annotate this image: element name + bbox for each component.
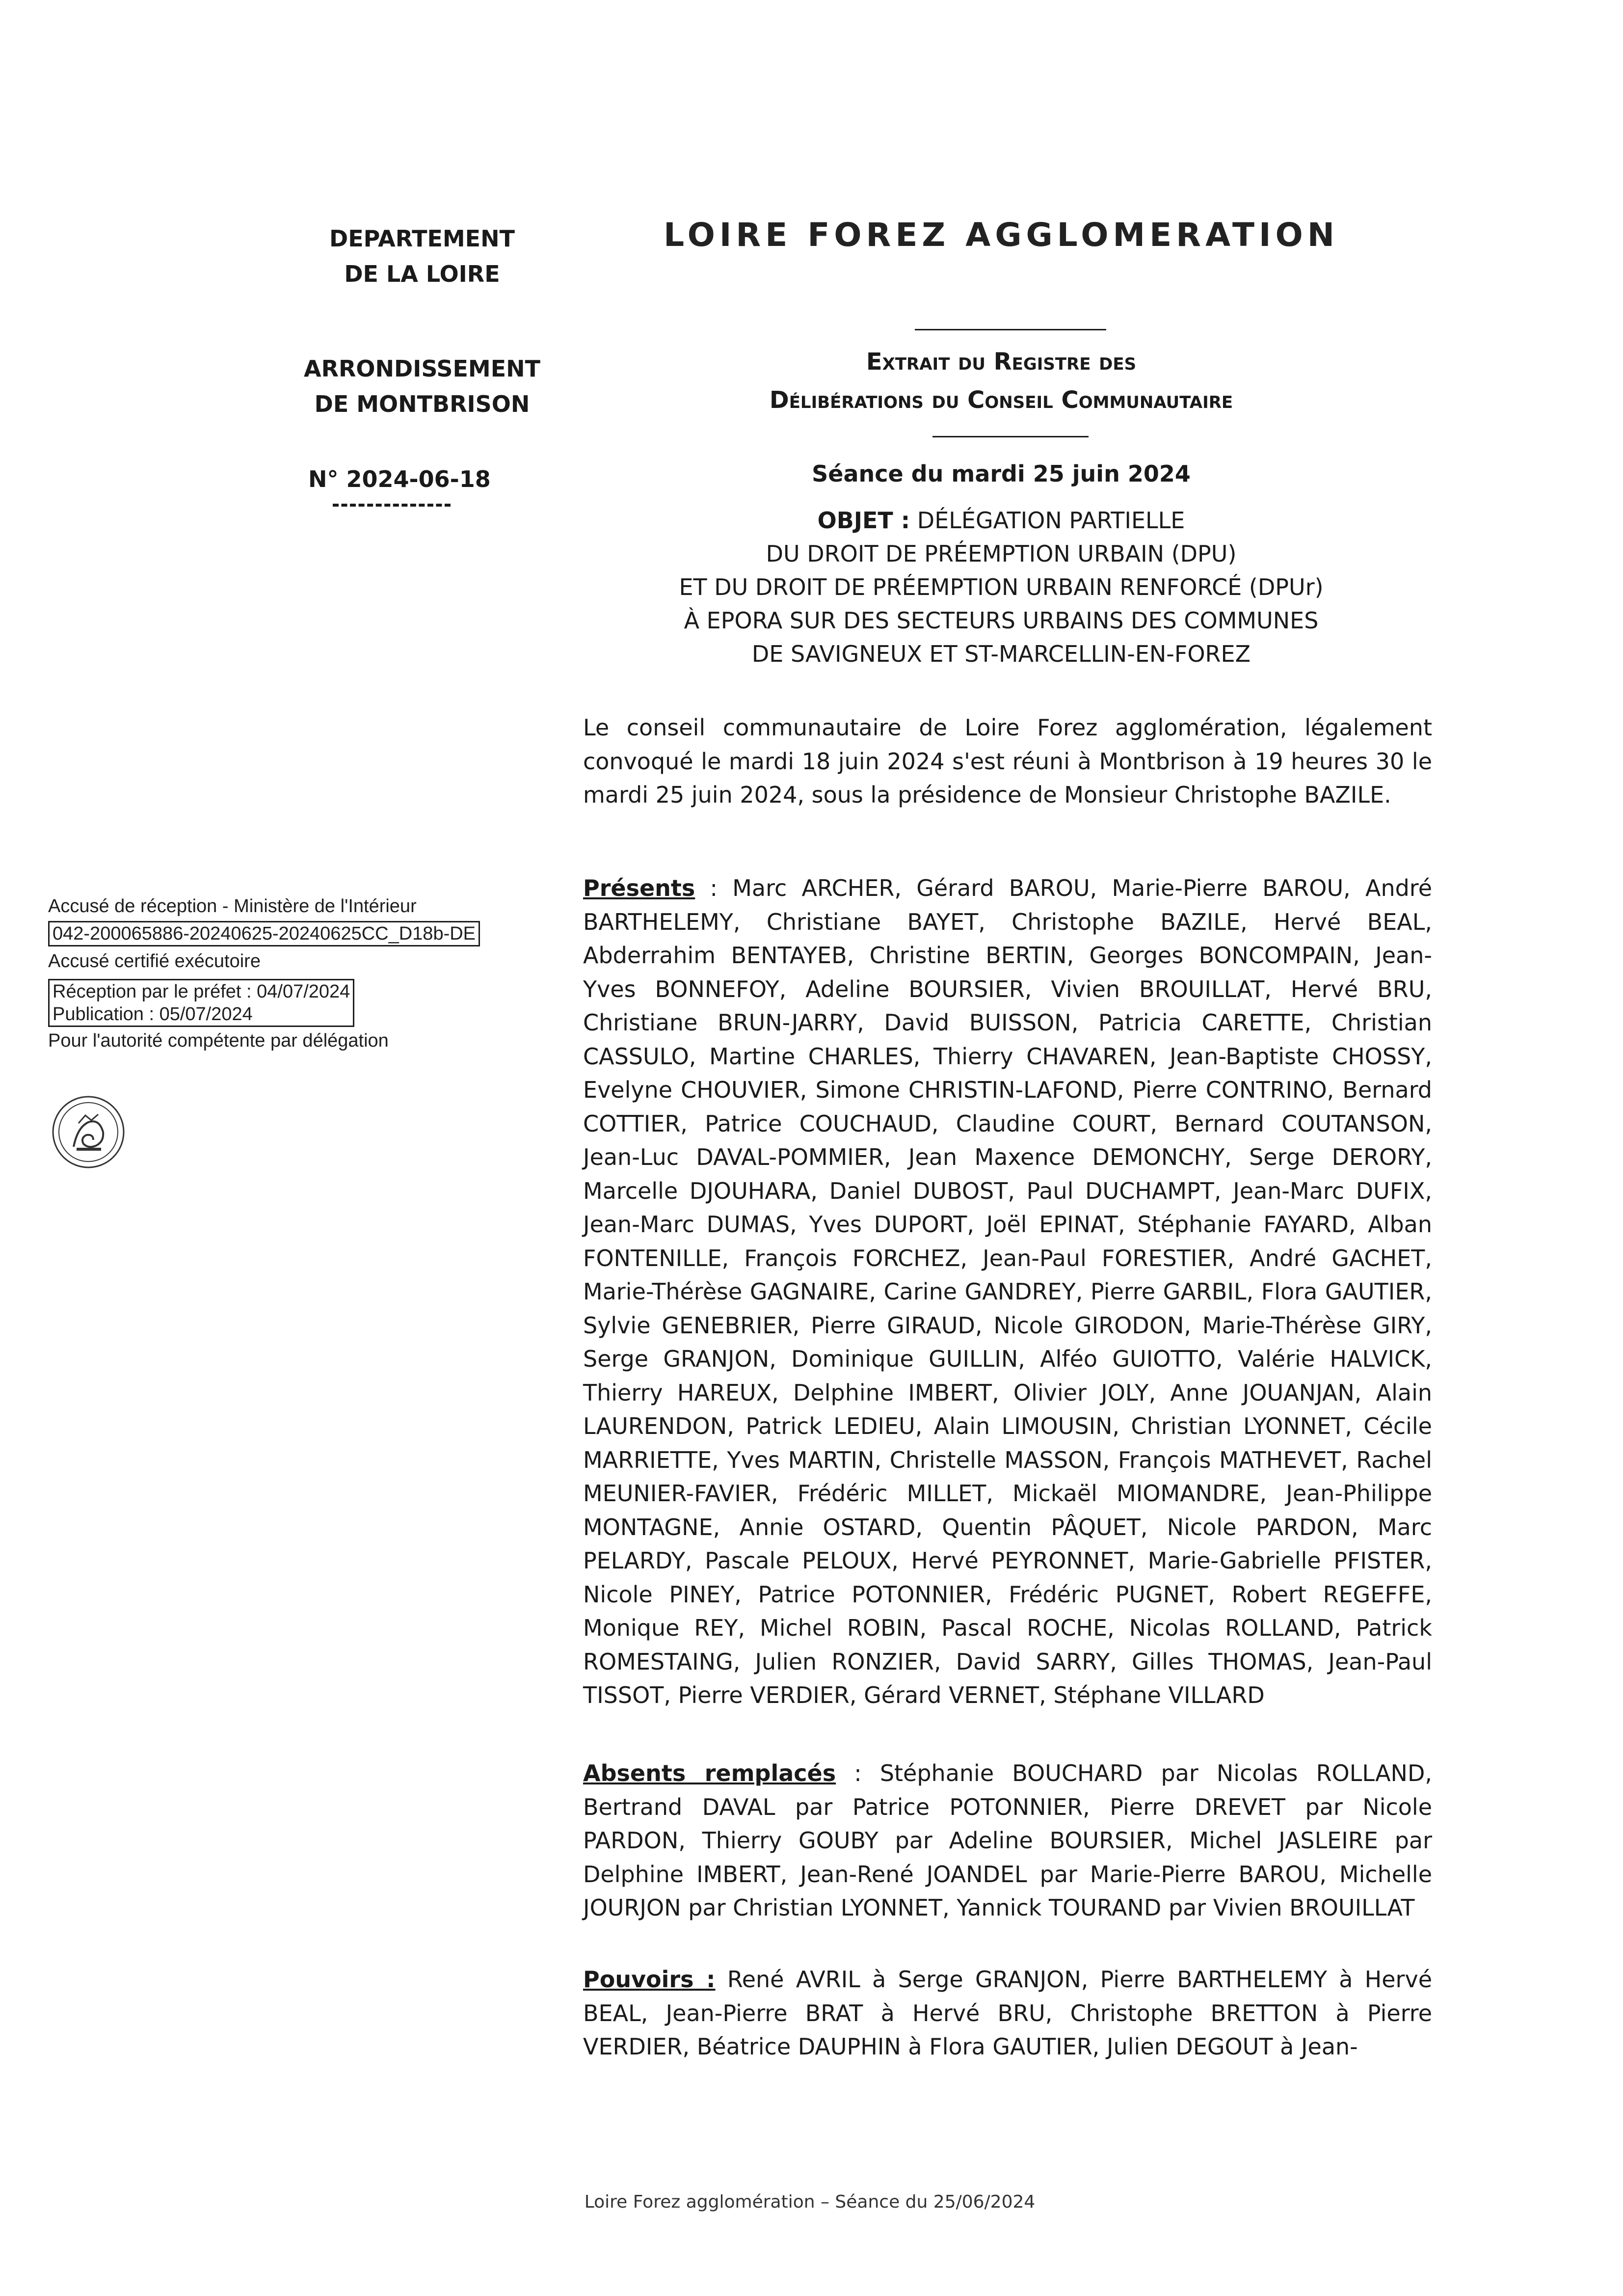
pouvoirs-paragraph xyxy=(583,1963,1432,2064)
departement-block xyxy=(314,221,530,292)
objet-label: OBJET : xyxy=(817,507,910,534)
objet-line2: DU DROIT DE PRÉEMPTION URBAIN (DPU) xyxy=(766,540,1237,567)
objet-line3: ET DU DROIT DE PRÉEMPTION URBAIN RENFORCÉ (DPUr) xyxy=(679,574,1324,600)
stamp-authority-line: Pour l'autorité compétente par délégation xyxy=(48,1030,389,1051)
seance-date: Séance du mardi 25 juin 2024 xyxy=(812,460,1191,487)
pouvoirs-list: René AVRIL à Serge GRANJON, Pierre BARTHELEMY à Hervé BEAL, Jean-Pierre BRAT à Hervé BRU, Christophe BRETTON à Pierre VERDIER, Béatrice DAUPHIN à Flora GAUTIER, Julien DEGOUT à Jean- xyxy=(583,1966,1432,2060)
number-prefix: N° xyxy=(308,466,346,492)
stamp-reception: Réception par le préfet : 04/07/2024 xyxy=(53,981,350,1002)
registre-line1: Extrait du Registre des xyxy=(866,348,1137,376)
prefecture-seal-icon xyxy=(49,1093,128,1171)
stamp-ministry-line: Accusé de réception - Ministère de l'Intérieur xyxy=(48,896,417,917)
stamp-dates-box xyxy=(48,979,354,1027)
registre-heading xyxy=(638,343,1364,419)
objet-line5: DE SAVIGNEUX ET ST-MARCELLIN-EN-FOREZ xyxy=(751,641,1251,667)
presents-label: Présents xyxy=(583,875,695,901)
organization-title: LOIRE FOREZ AGGLOMERATION xyxy=(664,216,1339,254)
objet-line4: À EPORA SUR DES SECTEURS URBAINS DES COMMUNES xyxy=(684,607,1319,634)
departement-line1: DEPARTEMENT xyxy=(329,225,515,252)
title-divider xyxy=(915,329,1106,330)
registre-divider xyxy=(932,436,1089,437)
objet-block xyxy=(579,504,1423,671)
stamp-certified-line: Accusé certifié exécutoire xyxy=(48,951,261,972)
absents-label: Absents remplacés xyxy=(583,1760,836,1786)
absents-paragraph xyxy=(583,1756,1432,1925)
arrondissement-line2: DE MONTBRISON xyxy=(314,391,530,417)
number-value: 2024-06-18 xyxy=(346,466,491,492)
acknowledgement-stamp xyxy=(48,892,539,1054)
objet-line1: DÉLÉGATION PARTIELLE xyxy=(917,507,1185,534)
stamp-acte-id: 042-200065886-20240625-20240625CC_D18b-DE xyxy=(48,921,480,946)
pouvoirs-label: Pouvoirs : xyxy=(583,1966,716,1993)
deliberation-number xyxy=(308,461,505,497)
intro-paragraph: Le conseil communautaire de Loire Forez agglomération, légalement convoqué le mardi 18 juin 2024 s'est réuni à Montbrison à 19 heures 30 le mardi 25 juin 2024, sous la présidence de Monsieur Christophe BAZILE. xyxy=(583,714,1432,808)
presents-list: : Marc ARCHER, Gérard BAROU, Marie-Pierre BAROU, André BARTHELEMY, Christiane BAYET, Christophe BAZILE, Hervé BEAL, Abderrahim BENTAYEB, Christine BERTIN, Georges BONCOMPAIN, Jean-Yves BONNEFOY, Adeline BOURSIER, Vivien BROUILLAT, Hervé BRU, Christiane BRUN-JARRY, David BUISSON, Patricia CARETTE, Christian CASSULO, Martine CHARLES, Thierry CHAVAREN, Jean-Baptiste CHOSSY, Evelyne CHOUVIER, Simone CHRISTIN-LAFOND, Pierre CONTRINO, Bernard COTTIER, Patrice COUCHAUD, Claudine COURT, Bernard COUTANSON, Jean-Luc DAVAL-POMMIER, Jean Maxence DEMONCHY, Serge DERORY, Marcelle DJOUHARA, Daniel DUBOST, Paul DUCHAMPT, Jean-Marc DUFIX, Jean-Marc DUMAS, Yves DUPORT, Joël EPINAT, Stéphanie FAYARD, Alban FONTENILLE, François FORCHEZ, Jean-Paul FORESTIER, André GACHET, Marie-Thérèse GAGNAIRE, Carine GANDREY, Pierre GARBIL, Flora GAUTIER, Sylvie GENEBRIER, Pierre GIRAUD, Nicole GIRODON, Marie-Thérèse GIRY, Serge GRANJON, Dominique GUILLIN, Alféo GUIOTTO, Valérie HALVICK, Thierry HAREUX, Delphine IMBERT, Olivier JOLY, Anne JOUANJAN, Alain LAURENDON, Patrick LEDIEU, Alain LIMOUSIN, Christian LYONNET, Cécile MARRIETTE, Yves MARTIN, Christelle MASSON, François MATHEVET, Rachel MEUNIER-FAVIER, Frédéric MILLET, Mickaël MIOMANDRE, Jean-Philippe MONTAGNE, Annie OSTARD, Quentin PÂQUET, Nicole PARDON, Marc PELARDY, Pascale PELOUX, Hervé PEYRONNET, Marie-Gabrielle PFISTER, Nicole PINEY, Patrice POTONNIER, Frédéric PUGNET, Robert REGEFFE, Monique REY, Michel ROBIN, Pascal ROCHE, Nicolas ROLLAND, Patrick ROMESTAING, Julien RONZIER, David SARRY, Gilles THOMAS, Jean-Paul TISSOT, Pierre VERDIER, Gérard VERNET, Stéphane VILLARD xyxy=(583,875,1432,1708)
absents-list: : Stéphanie BOUCHARD par Nicolas ROLLAND, Bertrand DAVAL par Patrice POTONNIER, Pierre DREVET par Nicole PARDON, Thierry GOUBY par Adeline BOURSIER, Michel JASLEIRE par Delphine IMBERT, Jean-René JOANDEL par Marie-Pierre BAROU, Michelle JOURJON par Christian LYONNET, Yannick TOURAND par Vivien BROUILLAT xyxy=(583,1760,1432,1921)
registre-line2: Délibérations du Conseil Communautaire xyxy=(769,386,1233,414)
arrondissement-block xyxy=(294,351,550,422)
stamp-publication: Publication : 05/07/2024 xyxy=(53,1004,253,1025)
presents-paragraph xyxy=(583,871,1432,1712)
number-underline xyxy=(333,504,451,507)
departement-line2: DE LA LOIRE xyxy=(344,261,500,287)
arrondissement-line1: ARRONDISSEMENT xyxy=(303,355,541,382)
page-footer: Loire Forez agglomération – Séance du 25/06/2024 xyxy=(584,2192,1036,2212)
